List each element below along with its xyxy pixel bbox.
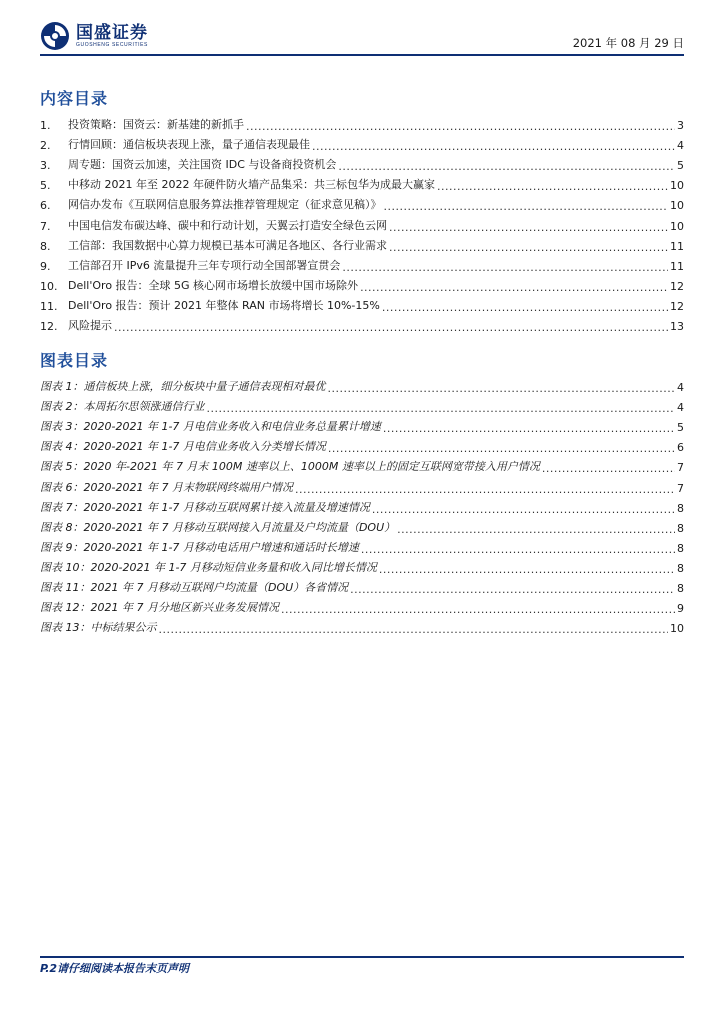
dot-leader <box>338 161 675 172</box>
toc-entry[interactable] <box>40 172 684 192</box>
figures-heading: 图表目录 <box>40 351 109 370</box>
page-header <box>40 18 684 54</box>
toc-entry[interactable] <box>40 112 684 132</box>
report-date: 2021 年 08 月 29 日 <box>572 36 684 50</box>
page-number[interactable]: 8 <box>677 501 684 515</box>
logo-chinese-name: 国盛证券 <box>76 22 148 43</box>
figure-entry-title[interactable]: 图表 9：2020-2021 年 1-7 月移动电话用户增速和通话时长增速 <box>40 540 359 554</box>
dot-leader <box>379 564 675 575</box>
figure-entry-title[interactable]: 图表 12：2021 年 7 月分地区新兴业务发展情况 <box>40 601 279 615</box>
toc-entry-number: 6. <box>40 199 51 213</box>
figure-entry[interactable] <box>40 454 684 474</box>
toc-entry-number: 11. <box>40 299 58 313</box>
toc-entry-title[interactable]: 周专题：国资云加速，关注国资 IDC 与设备商投资机会 <box>68 158 337 172</box>
toc-entry[interactable] <box>40 233 684 253</box>
figure-entry[interactable] <box>40 495 684 515</box>
toc-entry[interactable] <box>40 212 684 232</box>
figure-entry-title[interactable]: 图表 8：2020-2021 年 7 月移动互联网接入月流量及户均流量（DOU） <box>40 520 396 534</box>
page-number[interactable]: 6 <box>677 441 684 455</box>
figure-entry[interactable] <box>40 575 684 595</box>
toc-entry[interactable] <box>40 253 684 273</box>
guosheng-logo-icon <box>40 21 70 51</box>
dot-leader <box>114 322 668 333</box>
toc-entry[interactable] <box>40 293 684 313</box>
dot-leader <box>382 302 668 313</box>
dot-leader <box>328 443 675 454</box>
page-number[interactable]: 8 <box>677 582 684 596</box>
dot-leader <box>372 504 675 515</box>
page-number[interactable]: 13 <box>670 320 684 334</box>
page-number[interactable]: 7 <box>677 461 684 475</box>
toc-entry-number: 10. <box>40 279 58 293</box>
dot-leader <box>350 584 675 595</box>
figure-entry-title[interactable]: 图表 3：2020-2021 年 1-7 月电信业务收入和电信业务总量累计增速 <box>40 420 381 434</box>
page-number[interactable]: 4 <box>677 401 684 415</box>
figure-entry[interactable] <box>40 595 684 615</box>
dot-leader <box>295 484 675 495</box>
toc-entry-title[interactable]: 风险提示 <box>68 319 112 333</box>
dot-leader <box>437 181 668 192</box>
toc-entry-number: 8. <box>40 239 51 253</box>
page-number[interactable]: 4 <box>677 381 684 395</box>
page-number[interactable]: 10 <box>670 199 684 213</box>
figure-entry[interactable] <box>40 434 684 454</box>
figure-entry[interactable] <box>40 535 684 555</box>
toc-entry-number: 7. <box>40 219 51 233</box>
logo-english-name: GUOSHENG SECURITIES <box>76 41 148 48</box>
figures-list <box>40 374 684 635</box>
page-number[interactable]: 8 <box>677 521 684 535</box>
toc-entry-number: 9. <box>40 259 51 273</box>
dot-leader <box>389 222 668 233</box>
toc-entry-title[interactable]: 工信部：我国数据中心算力规模已基本可满足各地区、各行业需求 <box>68 238 387 252</box>
figure-entry[interactable] <box>40 394 684 414</box>
figure-entry-title[interactable]: 图表 10：2020-2021 年 1-7 月移动短信业务量和收入同比增长情况 <box>40 560 377 574</box>
dot-leader <box>384 201 669 212</box>
toc-entry[interactable] <box>40 152 684 172</box>
company-logo <box>40 21 148 51</box>
figure-entry-title[interactable]: 图表 11：2021 年 7 月移动互联网户均流量（DOU）各省情况 <box>40 581 349 595</box>
figure-entry-title[interactable]: 图表 7：2020-2021 年 1-7 月移动互联网累计接入流量及增速情况 <box>40 500 370 514</box>
dot-leader <box>159 624 669 635</box>
dot-leader <box>312 141 675 152</box>
toc-entry[interactable] <box>40 132 684 152</box>
page-number[interactable]: 12 <box>670 299 684 313</box>
toc-entry-title[interactable]: 工信部召开 IPv6 流量提升三年专项行动全国部署宣贯会 <box>68 258 341 272</box>
dot-leader <box>246 121 675 132</box>
page-number[interactable]: 12 <box>670 279 684 293</box>
toc-entry-title[interactable]: Dell'Oro 报告：全球 5G 核心网市场增长放缓中国市场除外 <box>68 278 359 292</box>
page-number[interactable]: 10 <box>670 219 684 233</box>
toc-entry-number: 12. <box>40 320 58 334</box>
figure-entry[interactable] <box>40 374 684 394</box>
page-number[interactable]: 4 <box>677 139 684 153</box>
figure-entry-title[interactable]: 图表 4：2020-2021 年 1-7 月电信业务收入分类增长情况 <box>40 440 326 454</box>
page-number[interactable]: 7 <box>677 481 684 495</box>
figure-entry[interactable] <box>40 474 684 494</box>
toc-entry-number: 5. <box>40 179 51 193</box>
figure-entry-title[interactable]: 图表 13：中标结果公示 <box>40 621 157 635</box>
dot-leader <box>281 604 675 615</box>
figure-entry-title[interactable]: 图表 1：通信板块上涨，细分板块中量子通信表现相对最优 <box>40 380 326 394</box>
toc-entry-number: 3. <box>40 159 51 173</box>
page-number[interactable]: 10 <box>670 622 684 636</box>
toc-entry-title[interactable]: 中国电信发布碳达峰、碳中和行动计划，天翼云打造安全绿色云网 <box>68 218 387 232</box>
toc-entry-title[interactable]: 中移动 2021 年至 2022 年硬件防火墙产品集采：共三标包华为成最大赢家 <box>68 178 435 192</box>
dot-leader <box>207 403 676 414</box>
toc-entry-title[interactable]: Dell'Oro 报告：预计 2021 年整体 RAN 市场将增长 10%-15% <box>68 298 380 312</box>
toc-entry-title[interactable]: 投资策略：国资云：新基建的新抓手 <box>68 118 244 132</box>
dot-leader <box>389 242 668 253</box>
dot-leader <box>360 282 668 293</box>
dot-leader <box>361 544 675 555</box>
toc-entry-title[interactable]: 行情回顾：通信板块表现上涨，量子通信表现最佳 <box>68 138 310 152</box>
page-number[interactable]: 5 <box>677 421 684 435</box>
page-number[interactable]: 3 <box>677 119 684 133</box>
figure-entry[interactable] <box>40 615 684 635</box>
page-number[interactable]: 10 <box>670 179 684 193</box>
toc-entry[interactable] <box>40 192 684 212</box>
page-number[interactable]: 11 <box>670 239 684 253</box>
page-number[interactable]: 8 <box>677 541 684 555</box>
dot-leader <box>542 463 675 474</box>
page-number[interactable]: 8 <box>677 561 684 575</box>
toc-heading: 内容目录 <box>40 89 109 108</box>
toc-entry[interactable] <box>40 273 684 293</box>
figure-entry-title[interactable]: 图表 6：2020-2021 年 7 月末物联网终端用户情况 <box>40 480 293 494</box>
figure-entry-title[interactable]: 图表 2：本周拓尔思领涨通信行业 <box>40 400 205 414</box>
figure-entry[interactable] <box>40 414 684 434</box>
header-divider <box>40 54 684 56</box>
page-number[interactable]: 5 <box>677 159 684 173</box>
page-number[interactable]: 11 <box>670 259 684 273</box>
contents-list <box>40 112 684 333</box>
dot-leader <box>328 383 676 394</box>
figure-entry[interactable] <box>40 555 684 575</box>
toc-entry-title[interactable]: 网信办发布《互联网信息服务算法推荐管理规定（征求意见稿）》 <box>68 198 382 212</box>
toc-entry[interactable] <box>40 313 684 333</box>
dot-leader <box>342 262 668 273</box>
toc-entry-number: 2. <box>40 139 51 153</box>
figure-entry-title[interactable]: 图表 5：2020 年-2021 年 7 月末 100M 速率以上、1000M 速率以上的固定互联网宽带接入用户情况 <box>40 460 540 474</box>
dot-leader <box>383 423 675 434</box>
page-number[interactable]: 9 <box>677 602 684 616</box>
footer-divider <box>40 956 684 958</box>
footer-disclaimer: P.2请仔细阅读本报告末页声明 <box>40 962 190 975</box>
figure-entry[interactable] <box>40 515 684 535</box>
dot-leader <box>397 524 675 535</box>
toc-entry-number: 1. <box>40 119 51 133</box>
